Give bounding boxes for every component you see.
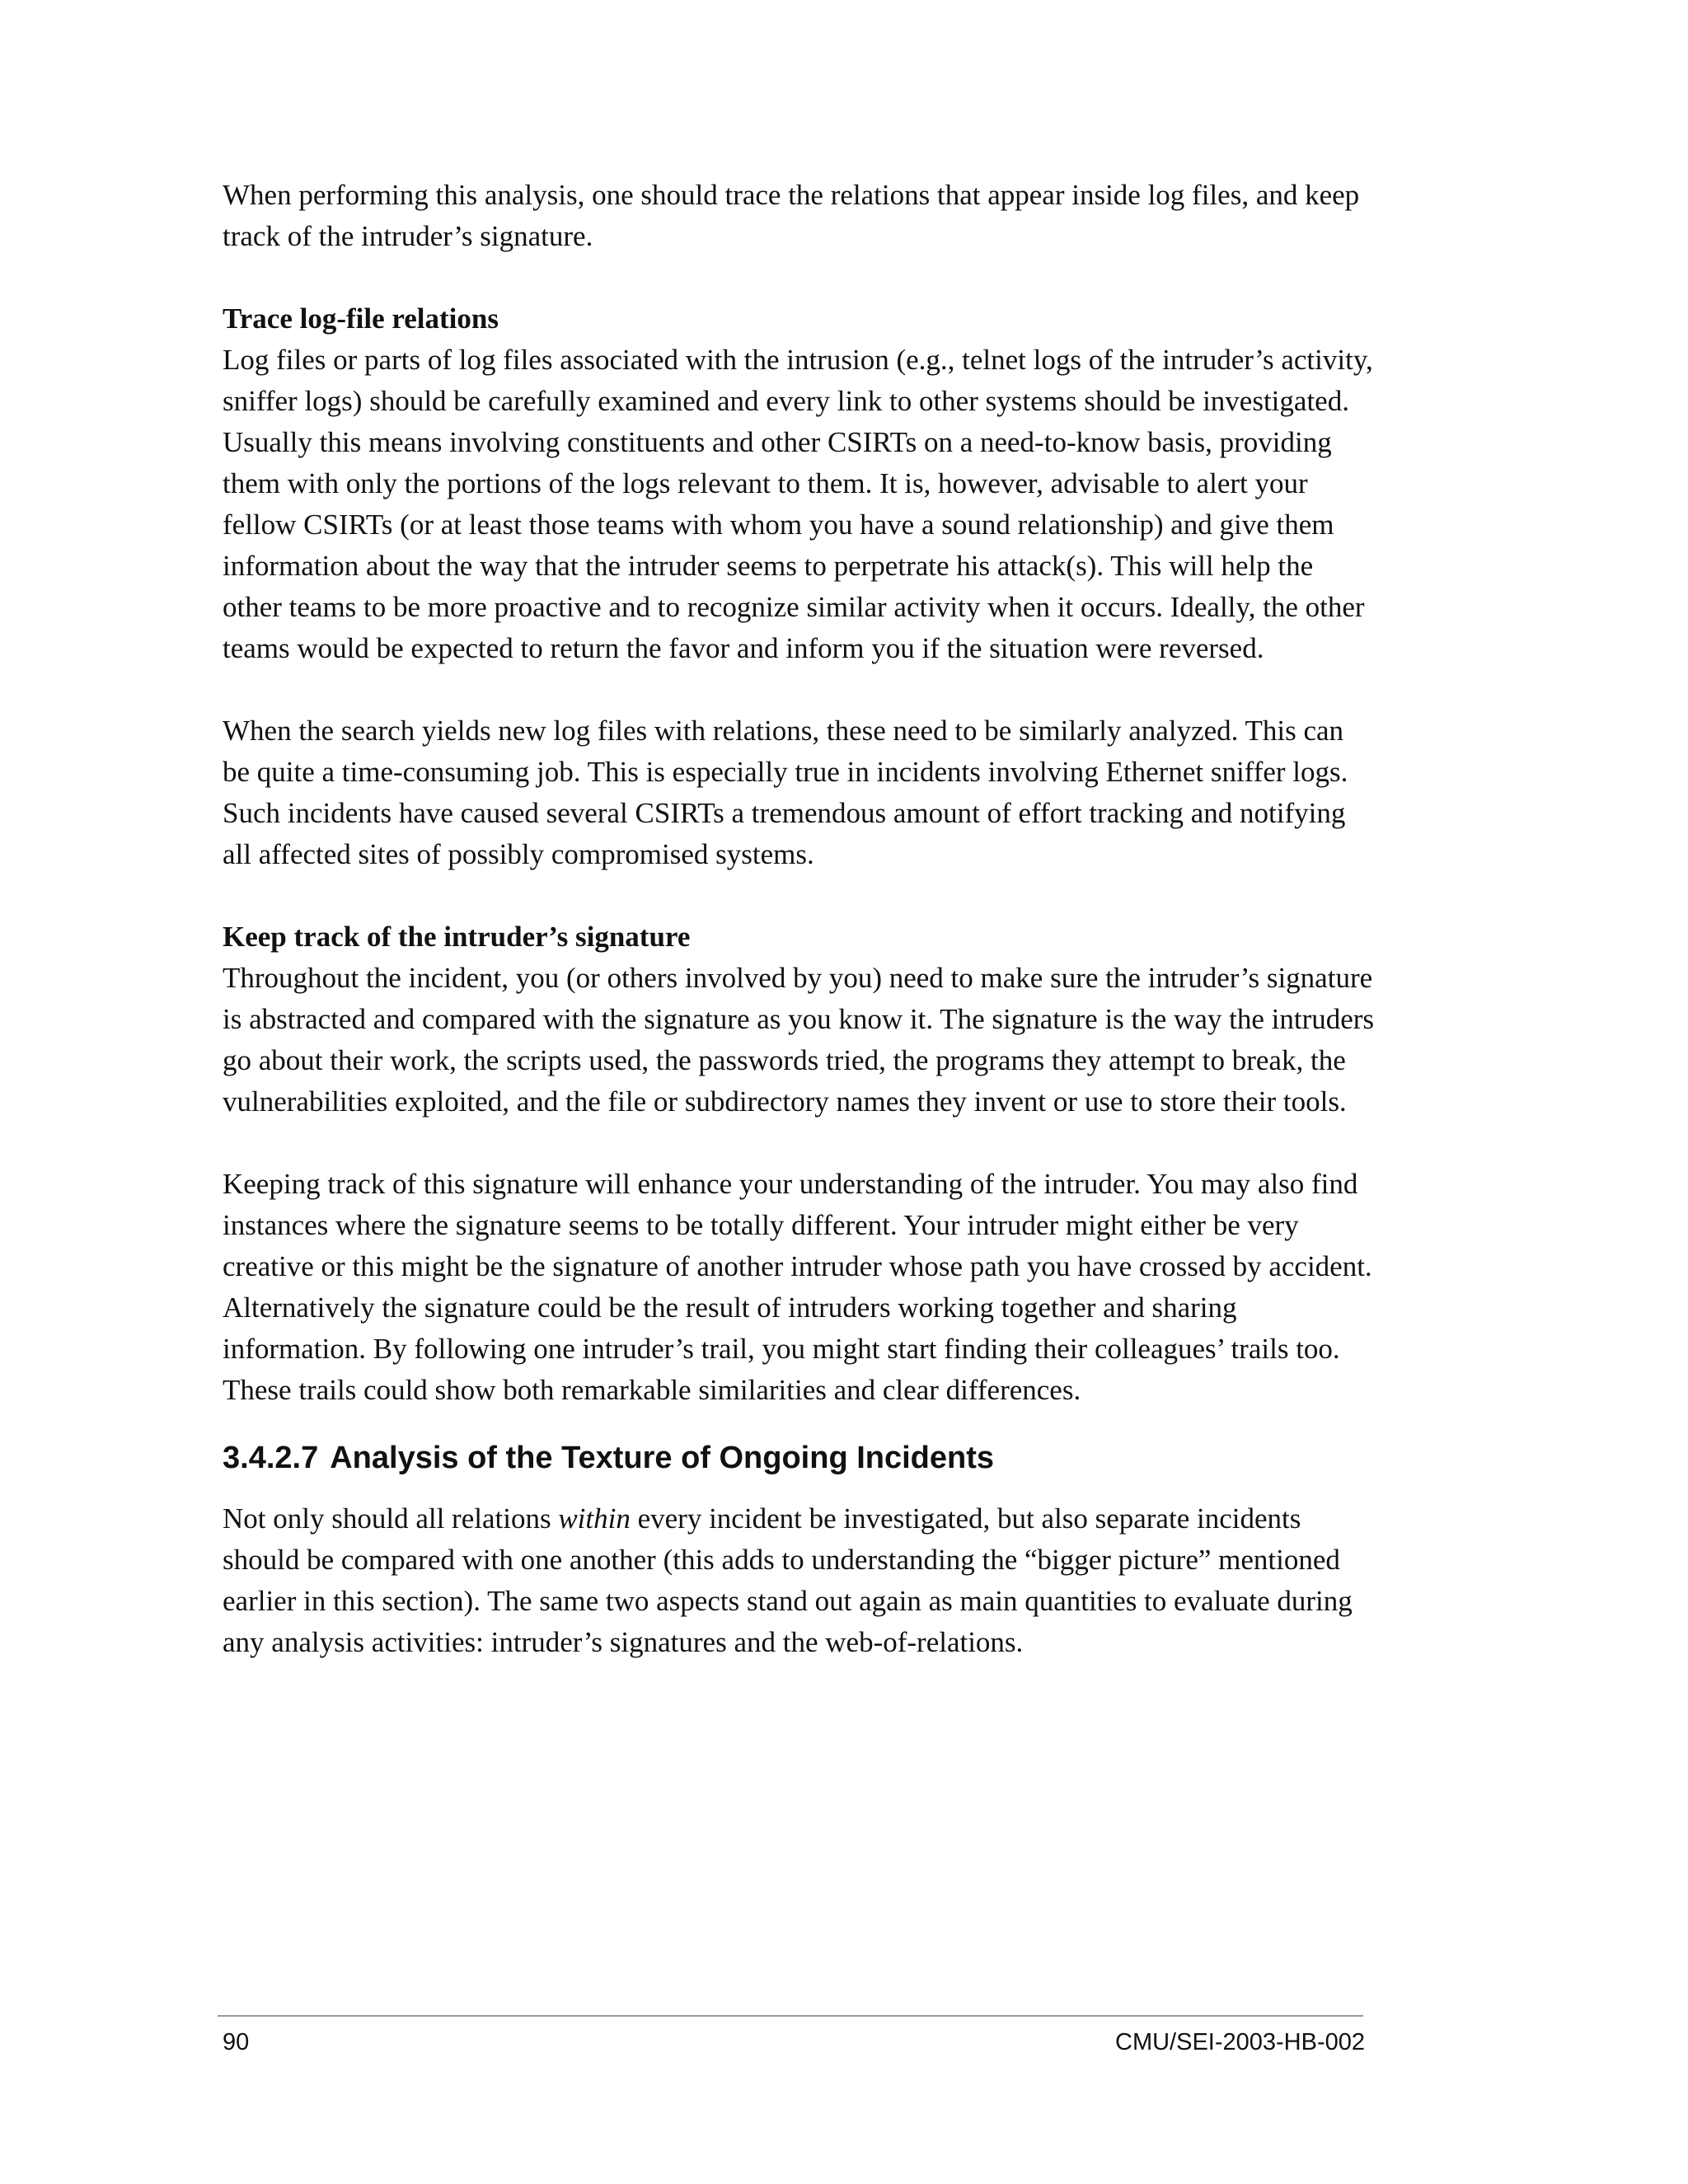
section-text-emphasis: within — [558, 1502, 631, 1535]
signature-paragraph-2: Keeping track of this signature will enhance your understanding of the intruder. You may also find instances where the signature seems to be totally different. Your intruder might either be very creative or this might be the signature of another intruder whose path you have crossed by accident. Alternatively the signature could be the result of intruders working together and sharing information. By following one intruder’s trail, you might start finding their colleagues’ trails too. These trails could show both remarkable similarities and clear differences. — [223, 1168, 1372, 1406]
section-heading — [223, 1437, 1376, 1479]
signature-paragraph-1: Throughout the incident, you (or others involved by you) need to make sure the intruder’s signature is abstracted and compared with the signature as you know it. The signature is the way the intruders go about their work, the scripts used, the passwords tried, the programs they attempt to break, the vulnerabilities exploited, and the file or subdirectory names they invent or use to store their tools. — [223, 962, 1375, 1118]
section-text-end: every incident be investigated, but also separate incidents should be compared with one another (this adds to understanding the “bigger picture” mentioned earlier in this section). The same two aspects stand out again as main quantities to evaluate during any analysis activities: intruder’s signatures and the web-of-relations. — [223, 1502, 1353, 1658]
trace-log-paragraph-1: Log files or parts of log files associated with the intrusion (e.g., telnet logs of the intruder’s activity, sniffer logs) should be carefully examined and every link to other systems should be investigated. Usually this means involving constituents and other CSIRTs on a need-to-know basis, providing them with only the portions of the logs relevant to them. It is, however, advisable to alert your fellow CSIRTs (or at least those teams with whom you have a sound relationship) and give them information about the way that the intruder seems to perpetrate his attack(s). This will help the other teams to be more proactive and to recognize similar activity when it occurs. Ideally, the other teams would be expected to return the favor and inform you if the situation were reversed. — [223, 344, 1373, 664]
page-body — [223, 175, 1376, 1663]
document-id: CMU/SEI-2003-HB-002 — [1115, 2029, 1365, 2055]
signature-heading: Keep track of the intruder’s signature — [223, 921, 691, 953]
section-paragraph — [223, 1498, 1376, 1663]
page-number: 90 — [223, 2029, 250, 2055]
trace-log-paragraph-2: When the search yields new log files with relations, these need to be similarly analyzed. This can be quite a time-consuming job. This is especially true in incidents involving Ethernet sniffer logs. Such incidents have caused several CSIRTs a tremendous amount of effort tracking and notifying all affected sites of possibly compromised systems. — [223, 715, 1348, 870]
section-text-start: Not only should all relations — [223, 1502, 559, 1535]
footer-divider — [218, 2015, 1363, 2017]
section-title: Analysis of the Texture of Ongoing Incidents — [330, 1441, 995, 1475]
section-number: 3.4.2.7 — [223, 1441, 319, 1475]
intro-paragraph: When performing this analysis, one should trace the relations that appear inside log files, and keep track of the intruder’s signature. — [223, 179, 1360, 252]
trace-log-heading: Trace log-file relations — [223, 302, 499, 335]
